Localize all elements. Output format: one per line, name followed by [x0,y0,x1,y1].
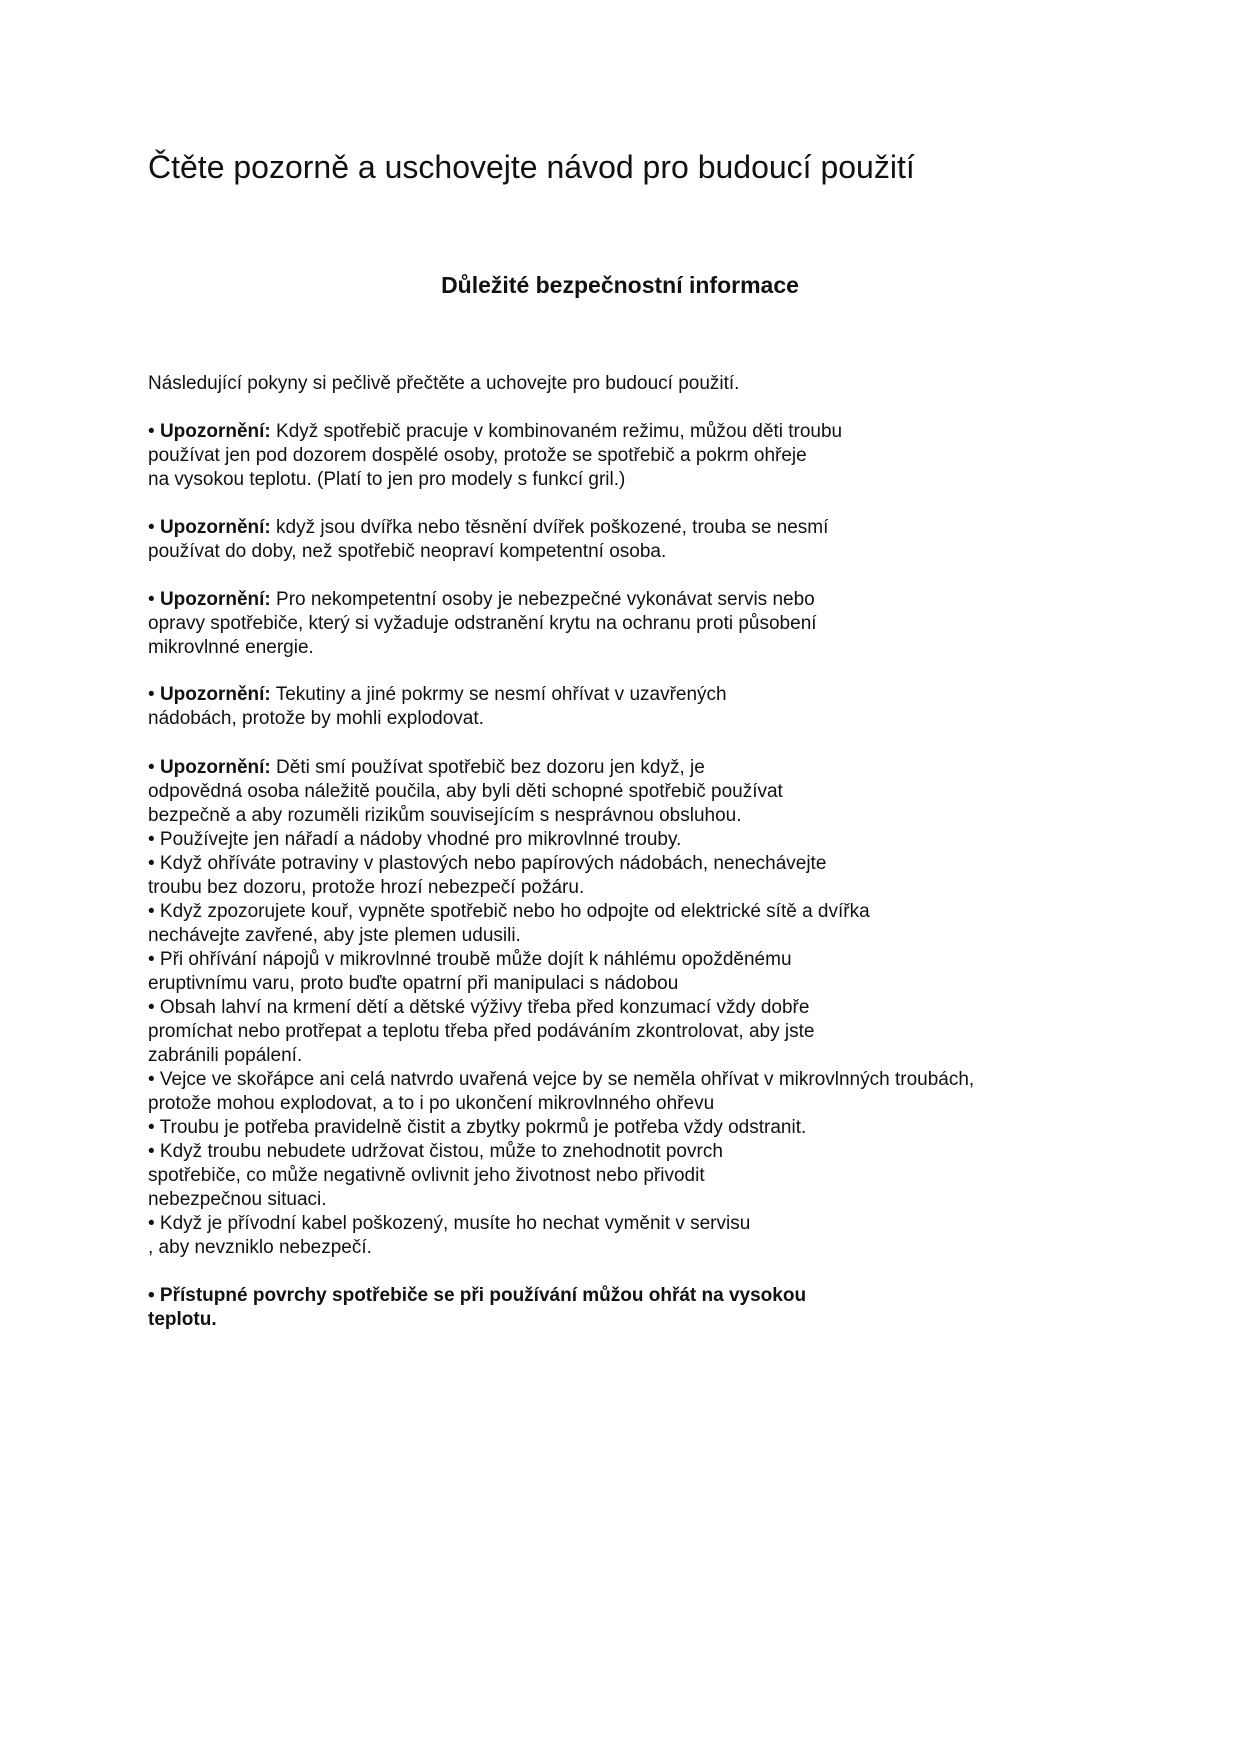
tip-line: • Vejce ve skořápce ani celá natvrdo uvařená vejce by se neměla ohřívat v mikrovlnných troubách, [148,1069,975,1090]
warning-text: na vysokou teplotu. (Platí to jen pro modely s funkcí gril.) [148,469,626,490]
tip-line: troubu bez dozoru, protože hrozí nebezpečí požáru. [148,877,585,898]
tip-line: , aby nevzniklo nebezpečí. [148,1237,372,1258]
warning-paragraph [148,516,828,564]
section-heading [0,270,1240,300]
warning-text: odpovědná osoba náležitě poučila, aby byli děti schopné spotřebič používat [148,781,783,802]
bullet: • [148,757,155,778]
tip-line: • Když ohříváte potraviny v plastových nebo papírových nádobách, nenechávejte [148,853,827,874]
tip-line: • Obsah lahví na krmení dětí a dětské výživy třeba před konzumací vždy dobře [148,997,810,1018]
warning-text: používat jen pod dozorem dospělé osoby, protože se spotřebič a pokrm ohřeje [148,445,807,466]
tip-line: • Když je přívodní kabel poškozený, musíte ho nechat vyměnit v servisu [148,1213,751,1234]
warning-text: Když spotřebič pracuje v kombinovaném režimu, můžou děti troubu [276,421,843,442]
warning-label: Upozornění: [159,757,271,778]
warning-paragraph [148,683,727,731]
intro-paragraph: Následující pokyny si pečlivě přečtěte a uchovejte pro budoucí použití. [148,373,740,394]
tip-line: • Když troubu nebudete udržovat čistou, může to znehodnotit povrch [148,1141,723,1162]
warning-text: když jsou dvířka nebo těsnění dvířek poškozené, trouba se nesmí [276,517,829,538]
warning-label: Upozornění: [159,421,271,442]
final-warning-line: teplotu. [148,1309,217,1330]
bullet: • [148,421,155,442]
warning-first-line [148,756,974,780]
section-heading-text: Důležité bezpečnostní informace [441,272,799,298]
warning-paragraph [148,756,974,1260]
tip-line: nebezpečnou situaci. [148,1189,327,1210]
tip-line: • Při ohřívání nápojů v mikrovlnné troubě může dojít k náhlému opožděnému [148,949,792,970]
final-warning-line: • Přístupné povrchy spotřebiče se při používání můžou ohřát na vysokou [148,1285,807,1306]
warning-label: Upozornění: [159,684,271,705]
warning-first-line [148,683,727,707]
warning-text: opravy spotřebiče, který si vyžaduje odstranění krytu na ochranu proti působení [148,613,817,634]
warning-text: používat do doby, než spotřebič neopraví kompetentní osoba. [148,541,667,562]
tip-line: • Když zpozorujete kouř, vypněte spotřebič nebo ho odpojte od elektrické sítě a dvířka [148,901,870,922]
tip-line: zabránili popálení. [148,1045,303,1066]
final-warning [148,1284,806,1332]
tip-line: • Používejte jen nářadí a nádoby vhodné pro mikrovlnné trouby. [148,829,682,850]
tip-line: • Troubu je potřeba pravidelně čistit a zbytky pokrmů je potřeba vždy odstranit. [148,1117,807,1138]
warning-text: Tekutiny a jiné pokrmy se nesmí ohřívat v uzavřených [275,684,727,705]
warning-text: mikrovlnné energie. [148,637,314,658]
tip-line: protože mohou explodovat, a to i po ukončení mikrovlnného ohřevu [148,1093,715,1114]
bullet: • [148,684,155,705]
warning-text: Pro nekompetentní osoby je nebezpečné vykonávat servis nebo [276,589,815,610]
tip-line: promíchat nebo protřepat a teplotu třeba před podáváním zkontrolovat, aby jste [148,1021,815,1042]
warning-first-line [148,588,817,612]
warning-label: Upozornění: [159,517,271,538]
warning-text: bezpečně a aby rozuměli rizikům souvisejícím s nesprávnou obsluhou. [148,805,742,826]
tip-line: eruptivnímu varu, proto buďte opatrní při manipulaci s nádobou [148,973,679,994]
warning-text: Děti smí používat spotřebič bez dozoru jen když, je [276,757,705,778]
warning-label: Upozornění: [159,589,271,610]
warning-first-line [148,420,842,444]
bullet: • [148,517,155,538]
warning-text: nádobách, protože by mohli explodovat. [148,708,484,729]
warning-paragraph [148,588,817,660]
warning-paragraph [148,420,842,492]
warning-first-line [148,516,828,540]
page-title: Čtěte pozorně a uschovejte návod pro budoucí použití [148,149,915,185]
tip-line: spotřebiče, co může negativně ovlivnit jeho životnost nebo přivodit [148,1165,705,1186]
tip-line: nechávejte zavřené, aby jste plemen udusili. [148,925,521,946]
bullet: • [148,589,155,610]
